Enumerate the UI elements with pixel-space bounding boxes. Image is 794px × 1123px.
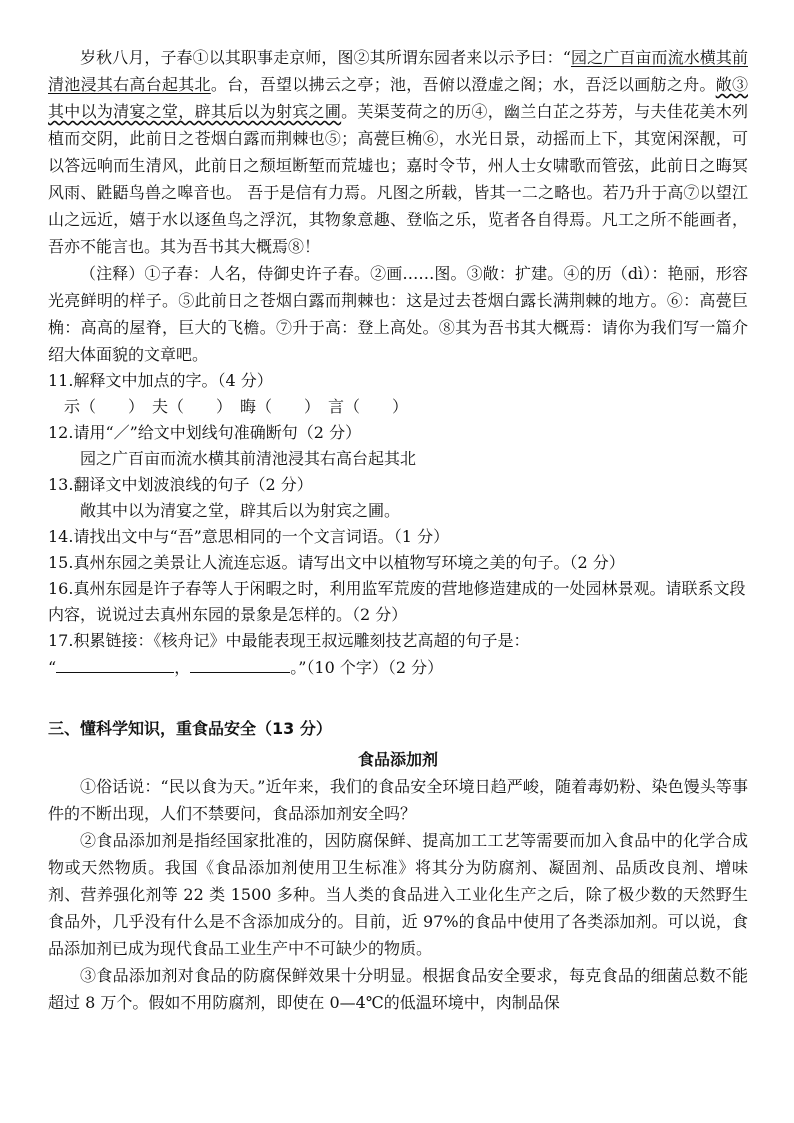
article-title: 食品添加剂 bbox=[357, 750, 438, 769]
article-paragraph-2: ②食品添加剂是指经国家批准的，因防腐保鲜、提高加工工艺等需要而加入食品中的化学合成物或天然物质。我国《食品添加剂使用卫生标准》将其分为防腐剂、凝固剂、品质改良剂、增味剂、营养强化剂等 22 类 1500 多种。当人类的食品进入工业化生产之后，除了极少数的天然野生食品外，几乎没有什么是不含添加成分的。目前，近 97%的食品中使用了各类添加剂。可以说，食品添加剂已成为现代食品工业生产中不可缺少的物质。 bbox=[48, 831, 748, 958]
passage-text-1: 岁秋八月，子春①以其职事走京师，图②其所谓东园者来以示予曰：“ bbox=[80, 48, 571, 67]
question-13-text: 敞其中以为清宴之堂，辟其后以为射宾之圃。 bbox=[80, 501, 401, 520]
answer-blank-1[interactable] bbox=[56, 654, 174, 673]
section-3-heading: 三、懂科学知识，重食品安全（13 分） bbox=[48, 719, 332, 738]
question-11-items: 示（ ） 夫（ ） 晦（ ） 言（ ） bbox=[64, 397, 409, 416]
question-11: 11.解释文中加点的字。（4 分） bbox=[48, 371, 273, 390]
question-17-answer-line bbox=[48, 654, 748, 681]
exam-page bbox=[48, 44, 748, 1016]
article-paragraph-1: ①俗话说：“民以食为天。”近年来，我们的食品安全环境日趋严峻，随着毒奶粉、染色馒头等事件的不断出现，人们不禁要问，食品添加剂安全吗？ bbox=[48, 777, 748, 823]
wavy-underlined-sentence: 敞③其中以为清宴之堂，辟其后以为射宾之圃 bbox=[48, 75, 748, 121]
passage-notes: （注释）①子春：人名，侍御史许子春。②画……图。③敞：扩建。④的历（dì）：艳丽，形容光亮鲜明的样子。⑤此前日之苍烟白露而荆棘也：这是过去苍烟白露长满荆棘的地方。⑥：高甍巨桷：高高的屋脊，巨大的飞檐。⑦升于高：登上高处。⑧其为吾书其大概焉：请你为我们写一篇介绍大体面貌的文章吧。 bbox=[48, 264, 748, 364]
underlined-sentence: 园之广百亩而流水横其前清池浸其右高台起其北 bbox=[48, 48, 748, 94]
question-16: 16.真州东园是许子春等人于闲暇之时，利用监军荒废的营地修造建成的一处园林景观。请联系文段内容，说说过去真州东园的景象是怎样的。（2 分） bbox=[48, 579, 746, 624]
article-paragraph-3: ③食品添加剂对食品的防腐保鲜效果十分明显。根据食品安全要求，每克食品的细菌总数不能超过 8 万个。假如不用防腐剂，即使在 0—4℃的低温环境中，肉制品保 bbox=[48, 966, 748, 1012]
comma: ， bbox=[174, 658, 191, 677]
passage-text-2: 。台，吾望以拂云之亭；池，吾俯以澄虚之阁；水，吾泛以画舫之舟。 bbox=[210, 75, 716, 94]
question-17: 17.积累链接：《核舟记》中最能表现王叔远雕刻技艺高超的句子是： bbox=[48, 631, 530, 650]
question-14: 14.请找出文中与“吾”意思相同的一个文言词语。（1 分） bbox=[48, 527, 450, 546]
open-quote: “ bbox=[48, 658, 57, 677]
question-13: 13.翻译文中划波浪线的句子（2 分） bbox=[48, 475, 313, 494]
passage-text-3: 。芙渠芰荷之的历④，幽兰白芷之芬芳，与夫佳花美木列植而交阴，此前日之苍烟白露而荆棘也⑤；高甍巨桷⑥，水光日景，动摇而上下，其宽闲深靓，可以答远响而生清风，此前日之颓垣断堑而荒墟也；嘉时令节，州人士女啸歌而管弦，此前日之晦冥风雨、鼪鼯鸟兽之嗥音也。 吾于是信有力焉。凡图之所载，皆其一二之略也。若乃升于高⑦以望江山之远近，嬉于水以逐鱼鸟之浮沉，其物象意趣、登临之乐，览者各自得焉。凡工之所不能画者，吾亦不能言也。其为吾书其大概焉⑧！ bbox=[48, 102, 748, 256]
classical-passage bbox=[48, 44, 748, 260]
question-12-text: 园之广百亩而流水横其前清池浸其右高台起其北 bbox=[80, 449, 417, 468]
question-12: 12.请用“／”给文中划线句准确断句（2 分） bbox=[48, 423, 362, 442]
question-15: 15.真州东园之美景让人流连忘返。请写出文中以植物写环境之美的句子。（2 分） bbox=[48, 553, 625, 572]
close-quote-points: 。”（10 个字）（2 分） bbox=[290, 658, 444, 677]
answer-blank-2[interactable] bbox=[190, 654, 290, 673]
